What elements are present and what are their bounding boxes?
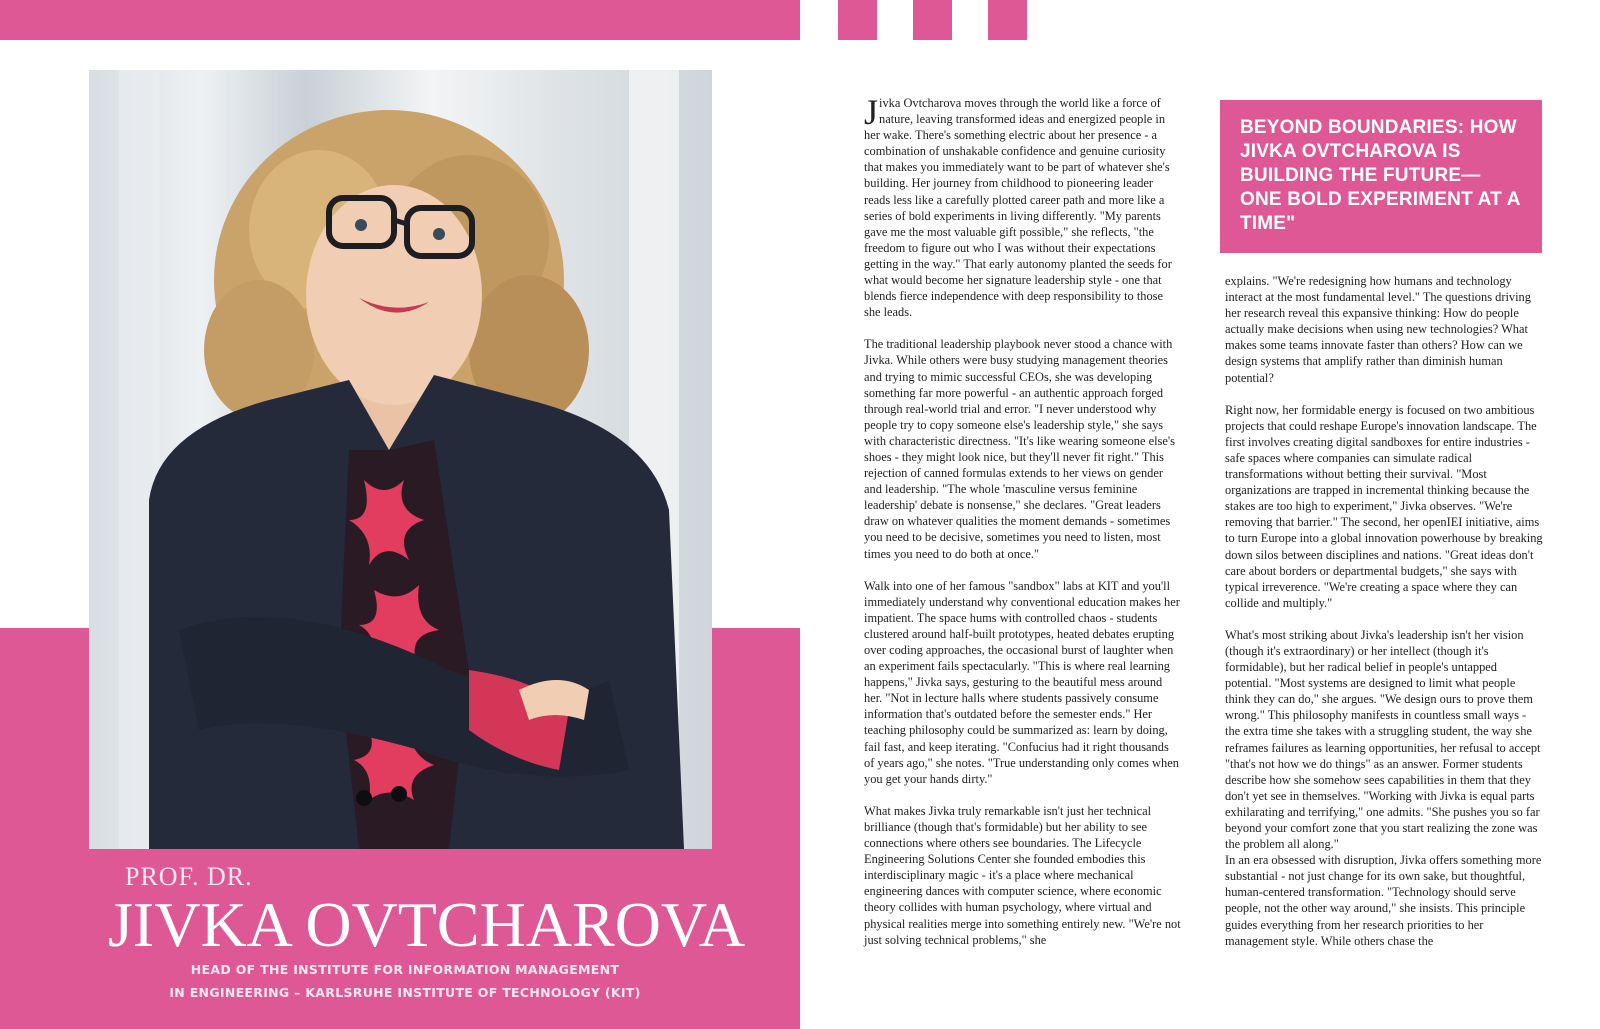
position-line-2: IN ENGINEERING – KARLSRUHE INSTITUTE OF TECHNOLOGY (KIT)	[169, 985, 641, 1000]
title-prefix: PROF. DR.	[125, 862, 253, 891]
article-column-2	[1225, 273, 1543, 949]
article-column-1	[864, 92, 1182, 948]
article-paragraph-5: explains. "We're redesigning how humans and technology interact at the most fundamental level." The questions driving her research reveal this expansive thinking: How do people actually make decisions when using new technologies? What makes some teams innovate faster than others? How can we design systems that amplify rather than diminish human potential?	[1225, 274, 1531, 385]
headline-box	[1220, 100, 1542, 253]
article-paragraph-4: What makes Jivka truly remarkable isn't just her technical brilliance (though that's formidable) but her ability to see connections where others see boundaries. The Lifecycle Engineering Solutions Center she founded embodies this interdisciplinary magic - it's a place where mechanical engineering dances with computer science, where economic theory collides with human psychology, where virtual and physical realities merge into something entirely new. "We're not just solving technical problems," she	[864, 803, 1181, 947]
top-accent-bar	[0, 0, 800, 40]
article-paragraph-2: The traditional leadership playbook never stood a chance with Jivka. While others were busy studying management theories and trying to mimic successful CEOs, she was developing something far more powerful - an authentic approach forged through real-world trial and error. "I never understood why people try to copy someone else's leadership style," she says with characteristic directness. "It's like wearing someone else's shoes - they might look nice, but they'll never fit right." This rejection of canned formulas extends to her views on gender and leadership. "The whole 'masculine versus feminine leadership' debate is nonsense," she declares. "Great leaders draw on whatever qualities the moment demands - sometimes you need to be decisive, sometimes you need to listen, most times you need to do both at once."	[864, 337, 1175, 561]
paragraph-1-text: ivka Ovtcharova moves through the world like a force of nature, leaving transformed ideas and energized people in her wake. There's something electric about her presence - a combination of unshakable confidence and genuine curiosity that makes you immediately want to be part of whatever she's building. Her journey from childhood to pioneering leader reads less like a carefully plotted career path and more like a series of bold experiments in living differently. "My parents gave me the most valuable gift possible," she reflects, "the freedom to figure out who I was without their expectations getting in the way." That early autonomy planted the seeds for what would become her signature leadership style - one that blends fierce independence with deep responsibility to those she leads.	[864, 96, 1172, 320]
article-paragraph-6: Right now, her formidable energy is focused on two ambitious projects that could reshape Europe's innovation landscape. The first involves creating digital sandboxes for entire industries - safe spaces where companies can simulate radical transformations without betting their survival. "Most organizations are trapped in incremental thinking because the stakes are too high to experiment," Jivka observes. "We're removing that barrier." The second, her openIEI initiative, aims to turn Europe into a global innovation powerhouse by breaking down silos between disciplines and nations. "Great ideas don't care about borders or departmental budgets," she says with typical irreverence. "We're creating a space where they can collide and multiply."	[1225, 402, 1543, 610]
portrait-photo	[89, 70, 712, 849]
position-line-1: HEAD OF THE INSTITUTE FOR INFORMATION MANAGEMENT	[190, 962, 620, 977]
article-paragraph-3: Walk into one of her famous "sandbox" labs at KIT and you'll immediately understand why conventional education makes her impatient. The space hums with controlled chaos - students clustered around half-built prototypes, heated debates erupting over coding approaches, the occasional burst of laughter when an experiment fails spectacularly. "This is where real learning happens," Jivka says, gesturing to the beautiful mess around her. "Not in lecture halls where students passively consume information that's outdated before the semester ends." Her teaching philosophy could be summarized as: learn by doing, fail fast, and keep iterating. "Confucius had it right thousands of years ago," she notes. "True understanding only comes when you get your hands dirty."	[864, 578, 1180, 786]
article-paragraph-1	[864, 92, 1182, 320]
accent-square-1	[838, 0, 877, 40]
drop-cap: J	[864, 92, 879, 132]
person-name: JIVKA OVTCHAROVA	[108, 889, 746, 960]
accent-square-3	[988, 0, 1027, 40]
article-paragraph-7: What's most striking about Jivka's leadership isn't her vision (though it's extraordinary) or her intellect (though it's formidable), but her radical belief in people's untapped potential. "Most systems are designed to limit what people think they can do," she argues. "We design ours to prove them wrong." This philosophy manifests in countless small ways - the extra time she takes with a struggling student, the way she reframes failures as learning opportunities, her refusal to accept "that's not how we do things" as an answer. Former students describe how she somehow sees capabilities in them that they don't yet see in themselves. "Working with Jivka is equal parts exhilarating and terrifying," one admits. "She pushes you so far beyond your comfort zone that you start realizing the zone was the problem all along."	[1225, 627, 1541, 852]
article-paragraph-8: In an era obsessed with disruption, Jivka offers something more substantial - not just change for its own sake, but thoughtful, human-centered transformation. "Technology should serve people, not the other way around," she insists. This principle guides everything from her research priorities to her management style. While others chase the	[1225, 853, 1542, 948]
portrait-illustration	[89, 70, 712, 849]
article-headline: BEYOND BOUNDARIES: HOW JIVKA OVTCHAROVA IS BUILDING THE FUTURE—ONE BOLD EXPERIMENT AT A TIME"	[1240, 117, 1520, 234]
accent-square-2	[913, 0, 952, 40]
